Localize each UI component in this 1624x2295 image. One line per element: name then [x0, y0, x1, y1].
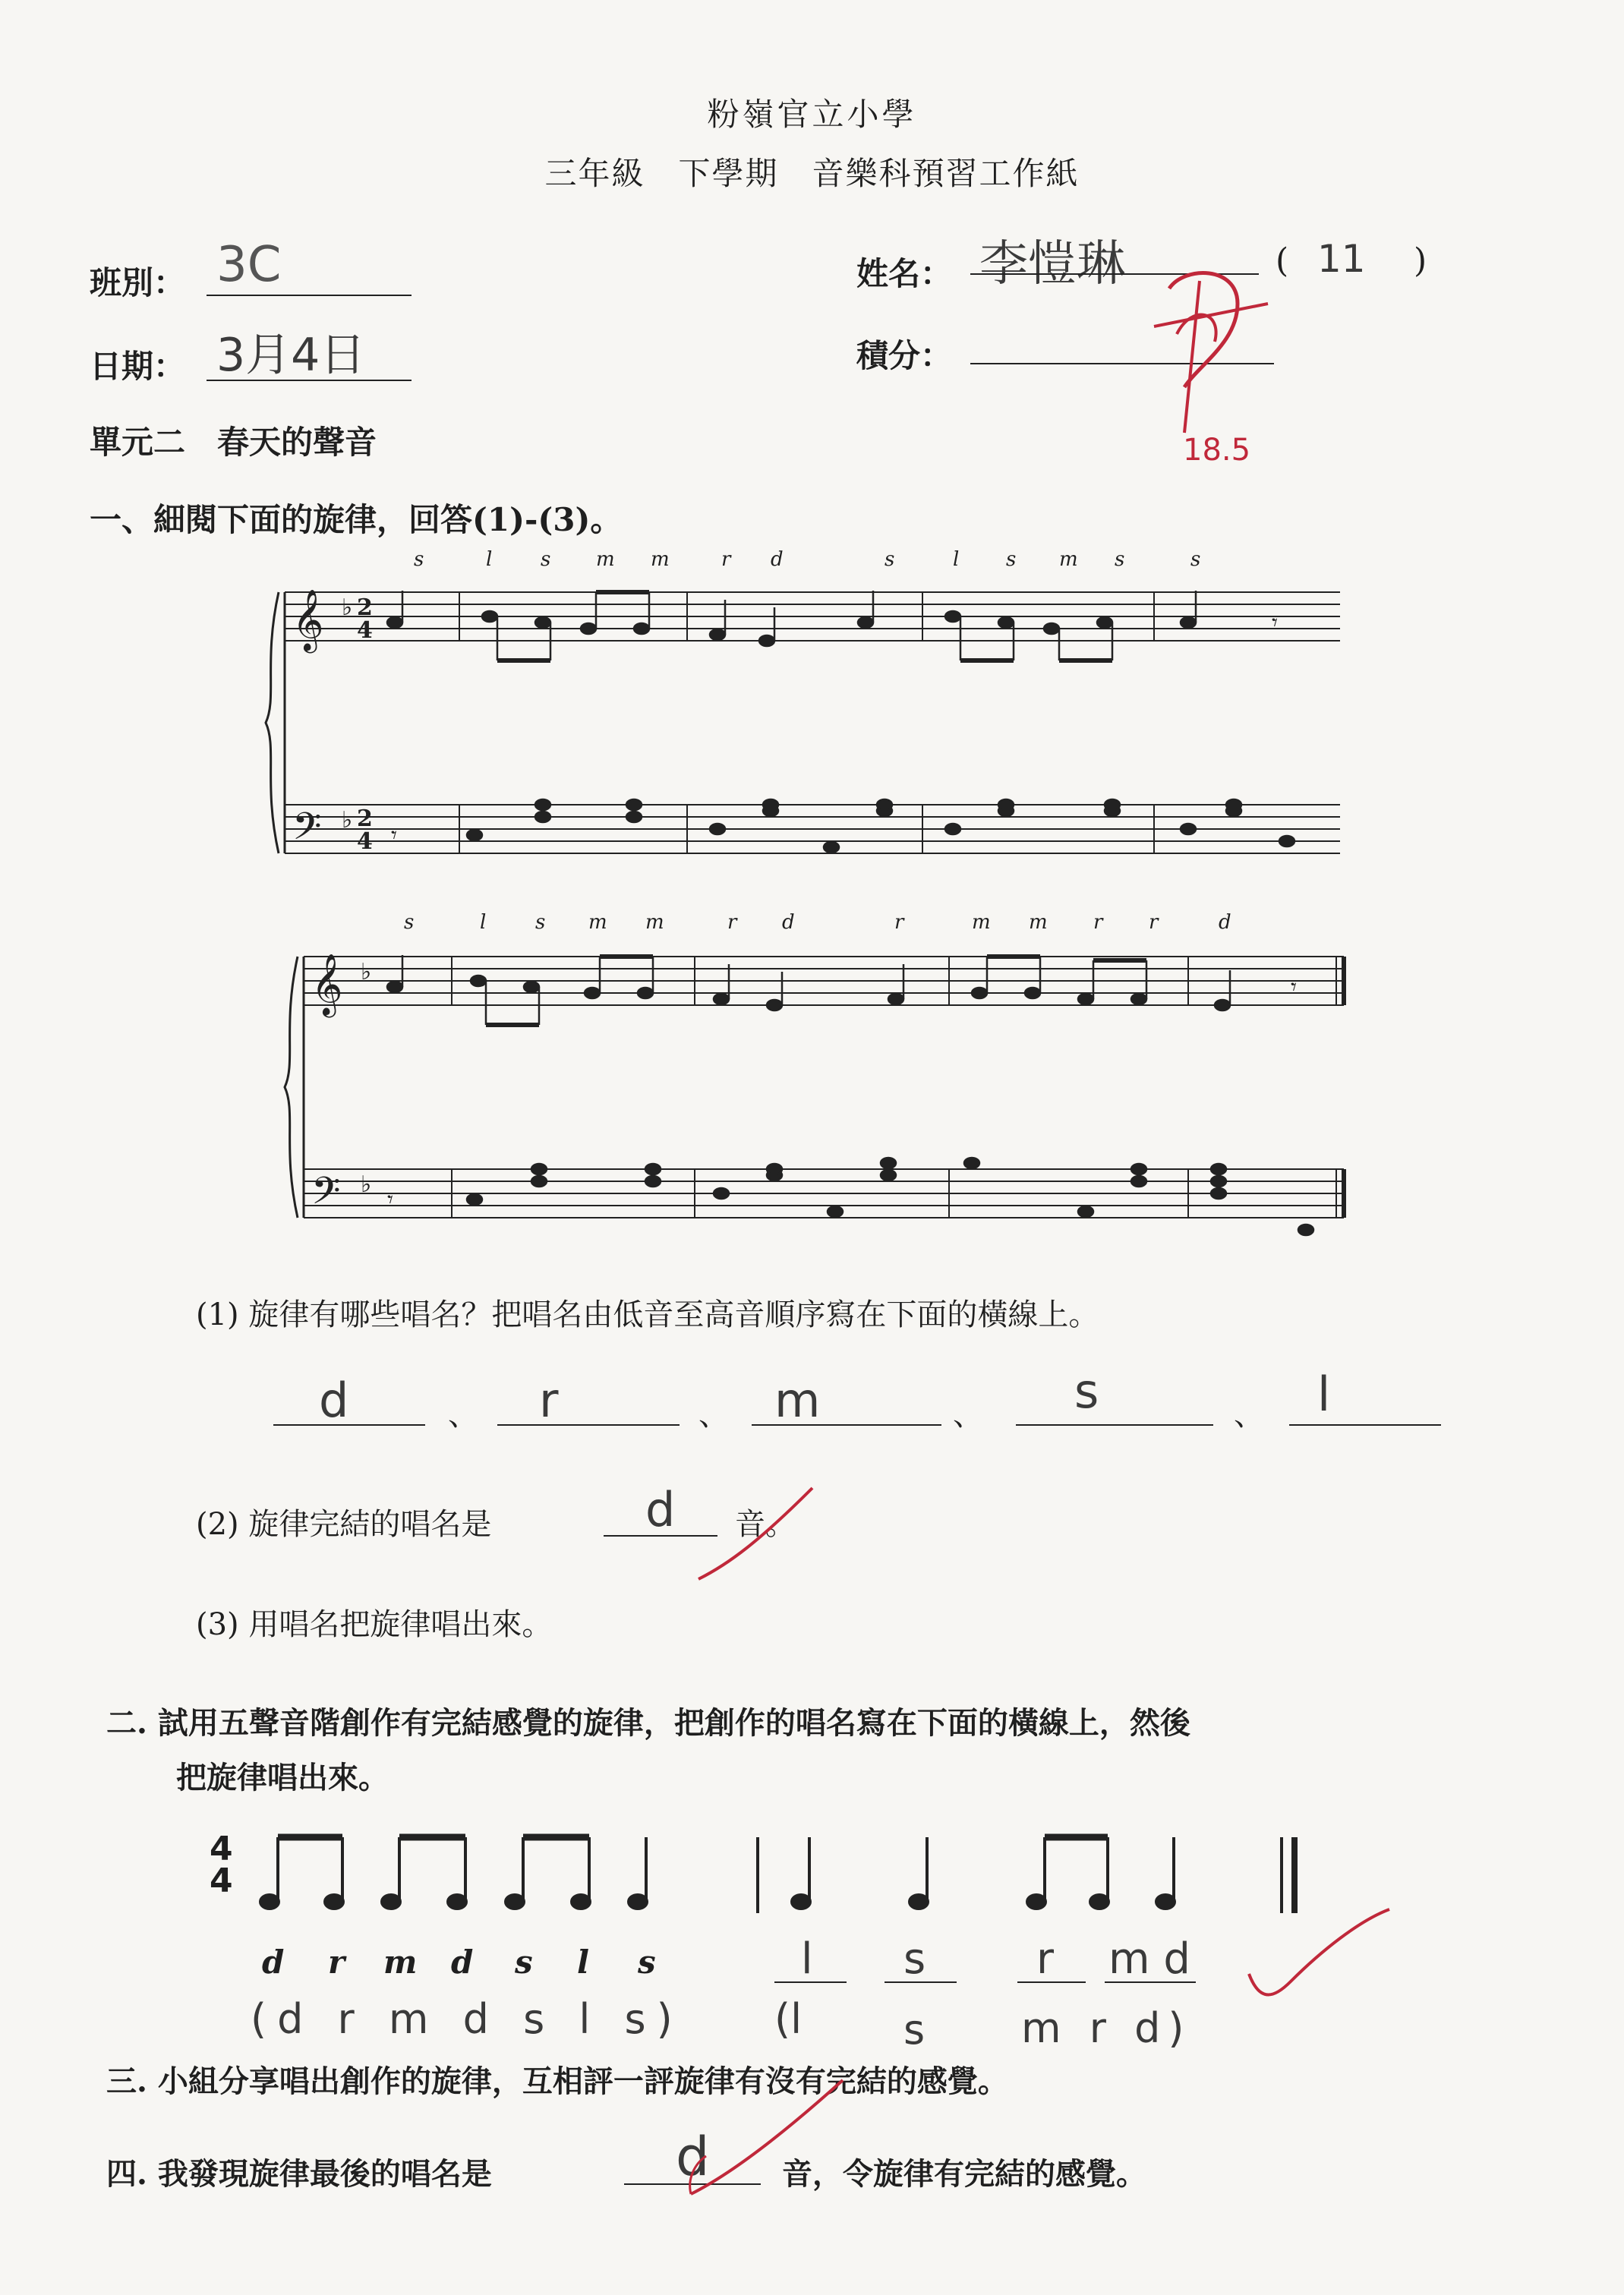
- solfege-label: s: [404, 911, 415, 934]
- q4-prefix: 四. 我發現旋律最後的唱名是: [106, 2156, 492, 2192]
- svg-text:♭: ♭: [361, 1171, 372, 1198]
- q2-title-line2: 把旋律唱出來。: [176, 1760, 389, 1795]
- creation-line-4: [1105, 1981, 1196, 1983]
- answer-line-4: [1016, 1424, 1213, 1426]
- creation-blank-2[interactable]: s: [903, 1934, 926, 1984]
- solfege-label: m: [972, 911, 991, 934]
- solfege-label: m: [383, 1943, 418, 1981]
- solfege-label: l: [480, 911, 487, 934]
- q1-sub3: (3) 用唱名把旋律唱出來。: [196, 1607, 553, 1642]
- music-score-system-2: [289, 949, 1367, 1268]
- solfege-label: d: [782, 911, 795, 934]
- number-close-paren: ): [1414, 241, 1427, 280]
- date-underline: [207, 380, 412, 381]
- time-signature-bottom: 4: [210, 1862, 233, 1900]
- solfege-label: r: [721, 548, 731, 571]
- svg-text:♭: ♭: [342, 594, 353, 621]
- separator: 、: [448, 1398, 478, 1433]
- solfege-label: m: [588, 911, 607, 934]
- svg-text:♭: ♭: [361, 959, 372, 985]
- solfege-label: m: [1059, 548, 1078, 571]
- solfege-label: d: [1219, 911, 1231, 934]
- solfege-label: s: [515, 1943, 533, 1981]
- name-value[interactable]: 李愷琳: [979, 236, 1125, 292]
- solfege-label: d: [771, 548, 784, 571]
- solfege-label: m: [645, 911, 664, 934]
- solfege-row1: [0, 548, 1624, 586]
- check-mark-icon: [668, 2073, 850, 2209]
- date-label: 日期：: [90, 348, 186, 385]
- handwritten-solfege-1: (d r m d s l s): [251, 1995, 683, 2043]
- date-value: 3月4日: [216, 329, 366, 382]
- check-mark-icon: [683, 1480, 820, 1587]
- svg-text:2: 2: [357, 594, 373, 621]
- separator: 、: [698, 1398, 729, 1433]
- solfege-label: r: [1093, 911, 1103, 934]
- solfege-label: s: [541, 548, 551, 571]
- q1-sub1: (1) 旋律有哪些唱名？把唱名由低音至高音順序寫在下面的橫線上。: [196, 1297, 1099, 1332]
- q2-title-line1: 二. 試用五聲音階創作有完結感覺的旋律，把創作的唱名寫在下面的橫線上，然後: [106, 1705, 1190, 1741]
- separator: 、: [1234, 1398, 1264, 1433]
- answer-line-1: [273, 1424, 425, 1426]
- solfege-label: l: [486, 548, 493, 571]
- number-open-paren: (: [1276, 241, 1289, 280]
- answer-5[interactable]: l: [1317, 1367, 1331, 1422]
- solfege-label: s: [638, 1943, 656, 1981]
- name-label: 姓名：: [856, 255, 953, 292]
- solfege-row2: [0, 911, 1624, 949]
- time-signature-top: 4: [210, 1830, 233, 1868]
- handwritten-solfege-4: m r d): [1021, 2004, 1192, 2052]
- unit-title: 單元二 春天的聲音: [90, 424, 377, 461]
- q3-title: 三. 小組分享唱出創作的旋律，互相評一評旋律有沒有完結的感覺。: [106, 2063, 1008, 2099]
- svg-text:𝄞: 𝄞: [311, 953, 343, 1015]
- solfege-label: s: [1115, 548, 1125, 571]
- answer-line-2: [497, 1424, 680, 1426]
- handwritten-solfege-3: s: [903, 2006, 926, 2054]
- solfege-label: m: [651, 548, 670, 571]
- class-underline: [207, 295, 412, 296]
- creation-line-1: [774, 1981, 847, 1983]
- score-mark: 18.5: [1183, 433, 1251, 468]
- svg-text:𝄢: 𝄢: [311, 1169, 341, 1222]
- solfege-label: d: [451, 1943, 474, 1981]
- solfege-label: m: [596, 548, 615, 571]
- creation-line-3: [1017, 1981, 1086, 1983]
- handwritten-solfege-2: (l: [774, 1995, 803, 2043]
- solfege-label: s: [414, 548, 424, 571]
- creation-blank-1[interactable]: l: [801, 1934, 813, 1984]
- solfege-label: r: [1149, 911, 1159, 934]
- solfege-label: r: [727, 911, 737, 934]
- creation-line-2: [885, 1981, 957, 1983]
- svg-text:♭: ♭: [342, 807, 353, 834]
- check-mark-icon: [1245, 1906, 1397, 2012]
- solfege-label: m: [1029, 911, 1048, 934]
- svg-text:𝄾: 𝄾: [387, 1187, 393, 1213]
- svg-text:𝄾: 𝄾: [391, 822, 397, 849]
- svg-text:𝄾: 𝄾: [1291, 974, 1297, 1001]
- creation-blank-4[interactable]: m d: [1108, 1934, 1190, 1984]
- svg-text:𝄢: 𝄢: [292, 805, 322, 858]
- answer-1[interactable]: d: [319, 1373, 349, 1428]
- solfege-label: r: [894, 911, 904, 934]
- q1-sub2-prefix: (2) 旋律完結的唱名是: [196, 1507, 492, 1542]
- q1-sub2-answer[interactable]: d: [645, 1482, 676, 1537]
- class-value: 3C: [216, 237, 282, 293]
- class-number: 11: [1317, 237, 1366, 281]
- q1-title: 一、細閱下面的旋律，回答(1)-(3)。: [90, 501, 623, 538]
- svg-text:4: 4: [357, 617, 373, 644]
- score-label: 積分：: [856, 337, 953, 374]
- solfege-label: l: [953, 548, 960, 571]
- separator: 、: [953, 1398, 983, 1433]
- answer-4[interactable]: s: [1074, 1363, 1099, 1419]
- solfege-label: d: [262, 1943, 285, 1981]
- answer-3[interactable]: m: [774, 1373, 821, 1428]
- q1-sub2-suffix: 音。: [735, 1507, 796, 1542]
- creation-blank-3[interactable]: r: [1036, 1934, 1055, 1984]
- solfege-label: s: [1190, 548, 1201, 571]
- svg-text:2: 2: [357, 805, 373, 832]
- answer-line-5: [1289, 1424, 1441, 1426]
- solfege-label: l: [577, 1943, 589, 1981]
- solfege-label: s: [1006, 548, 1017, 571]
- rhythm-notation: [243, 1822, 1351, 1921]
- answer-2[interactable]: r: [539, 1373, 559, 1428]
- solfege-label: r: [328, 1943, 345, 1981]
- svg-text:4: 4: [357, 828, 373, 855]
- school-name: 粉嶺官立小學: [707, 96, 917, 133]
- solfege-label: s: [535, 911, 546, 934]
- solfege-label: s: [885, 548, 895, 571]
- worksheet-subtitle: 三年級 下學期 音樂科預習工作紙: [544, 155, 1080, 192]
- svg-text:𝄾: 𝄾: [1272, 610, 1278, 636]
- q4-answer[interactable]: d: [676, 2126, 710, 2188]
- music-score-system-1: [270, 585, 1348, 903]
- svg-text:𝄞: 𝄞: [292, 588, 324, 651]
- q4-suffix: 音，令旋律有完結的感覺。: [782, 2156, 1146, 2192]
- class-label: 班別：: [90, 264, 186, 301]
